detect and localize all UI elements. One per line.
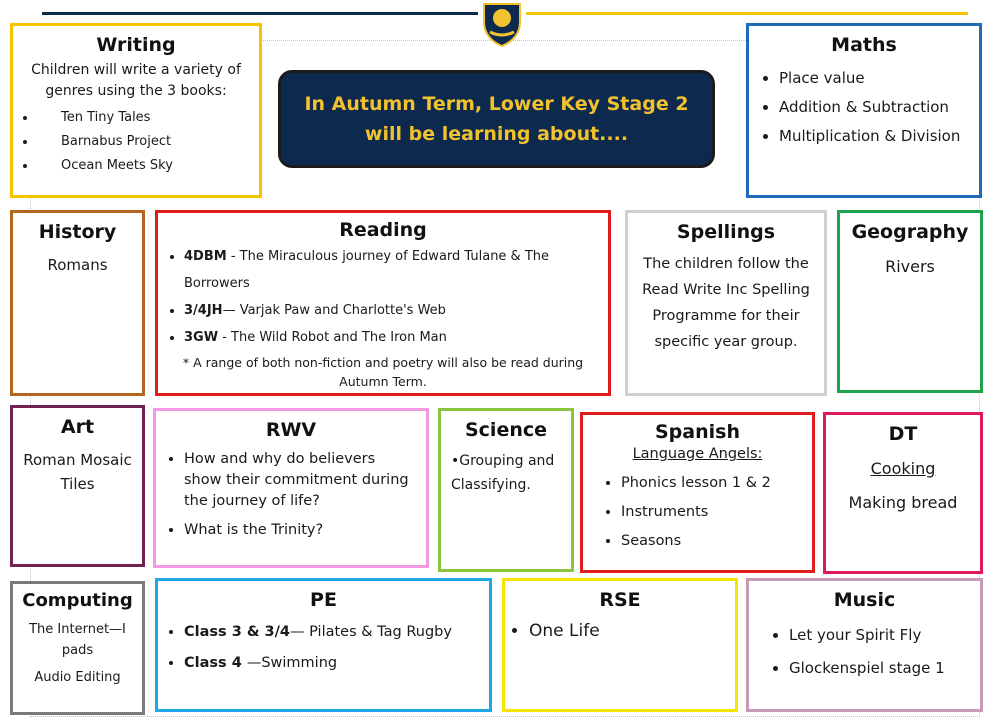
computing-title: Computing (22, 590, 133, 611)
spellings-title: Spellings (676, 221, 776, 243)
writing-box (10, 23, 262, 198)
reading-list (158, 243, 608, 351)
list-item: • One Life (529, 617, 735, 645)
school-crest-icon (478, 0, 526, 48)
list-item: • Glockenspiel stage 1 (789, 652, 980, 685)
list-item: • Ten Tiny Tales (23, 106, 259, 130)
spanish-box (580, 412, 815, 573)
list-item: • Phonics lesson 1 & 2 (621, 469, 812, 498)
maths-box (746, 23, 982, 198)
science-box (438, 408, 574, 572)
geography-box (837, 210, 983, 393)
list-item: • Multiplication & Division (779, 122, 979, 151)
history-box (10, 210, 145, 396)
spellings-box (625, 210, 827, 396)
rse-box (502, 578, 738, 712)
history-title: History (38, 221, 117, 243)
maths-title: Maths (831, 34, 897, 56)
dt-title: DT (888, 423, 918, 445)
rwv-list (156, 449, 426, 541)
writing-intro: Children will write a variety of genres using the 3 books: (31, 62, 241, 99)
music-title: Music (833, 589, 896, 611)
geography-text: Rivers (885, 257, 935, 276)
list-item: • Class 3 & 3/4— Pilates & Tag Rugby (184, 617, 489, 648)
computing-line-2: Audio Editing (34, 670, 121, 685)
art-text: Roman Mosaic Tiles (23, 451, 132, 493)
rwv-title: RWV (265, 419, 317, 441)
dt-text: Making bread (848, 493, 958, 512)
history-text: Romans (47, 256, 108, 274)
reading-note: * A range of both non-fiction and poetry will also be read during Autumn Term. (182, 355, 584, 389)
reading-box (155, 210, 611, 396)
rse-title: RSE (599, 589, 641, 611)
writing-title: Writing (96, 34, 176, 56)
pe-list (158, 617, 489, 679)
spellings-text: The children follow the Read Write Inc Spelling Programme for their specific year group. (642, 256, 810, 350)
spanish-title: Spanish (655, 421, 740, 443)
list-item: • How and why do believers show their commitment during the journey of life? (184, 449, 416, 512)
list-item: • Ocean Meets Sky (23, 154, 259, 178)
banner-text: In Autumn Term, Lower Key Stage 2 will be learning about.... (304, 93, 689, 145)
header-line-left (42, 12, 478, 15)
pe-title: PE (310, 589, 337, 611)
list-item: • 4DBM - The Miraculous journey of Edward Tulane & The Borrowers (184, 243, 608, 297)
spanish-list (583, 469, 812, 556)
list-item: • Seasons (621, 527, 812, 556)
term-banner (278, 70, 715, 168)
rse-list (505, 617, 735, 645)
list-item: • Class 4 —Swimming (184, 648, 489, 679)
list-item: • Let your Spirit Fly (789, 619, 980, 652)
music-list (749, 619, 980, 685)
list-item: • What is the Trinity? (184, 520, 416, 541)
rwv-box (153, 408, 429, 568)
maths-list (749, 64, 979, 151)
list-item: • Barnabus Project (23, 130, 259, 154)
art-title: Art (60, 416, 95, 438)
list-item: • 3/4JH— Varjak Paw and Charlotte's Web (184, 297, 608, 324)
dt-subtitle: Cooking (870, 459, 936, 478)
list-item: • 3GW - The Wild Robot and The Iron Man (184, 324, 608, 351)
science-text: •Grouping and Classifying. (451, 453, 555, 493)
list-item: • Instruments (621, 498, 812, 527)
art-box (10, 405, 145, 567)
header-line-right (526, 12, 968, 15)
list-item: • Place value (779, 64, 979, 93)
science-title: Science (464, 419, 548, 441)
music-box (746, 578, 983, 712)
pe-box (155, 578, 492, 712)
computing-box (10, 581, 145, 715)
writing-book-list (13, 106, 259, 178)
spanish-subtitle: Language Angels: (632, 446, 763, 462)
geography-title: Geography (851, 221, 969, 243)
list-item: • Addition & Subtraction (779, 93, 979, 122)
dt-box (823, 412, 983, 574)
reading-title: Reading (339, 219, 427, 241)
computing-line-1: The Internet—I pads (29, 622, 126, 658)
